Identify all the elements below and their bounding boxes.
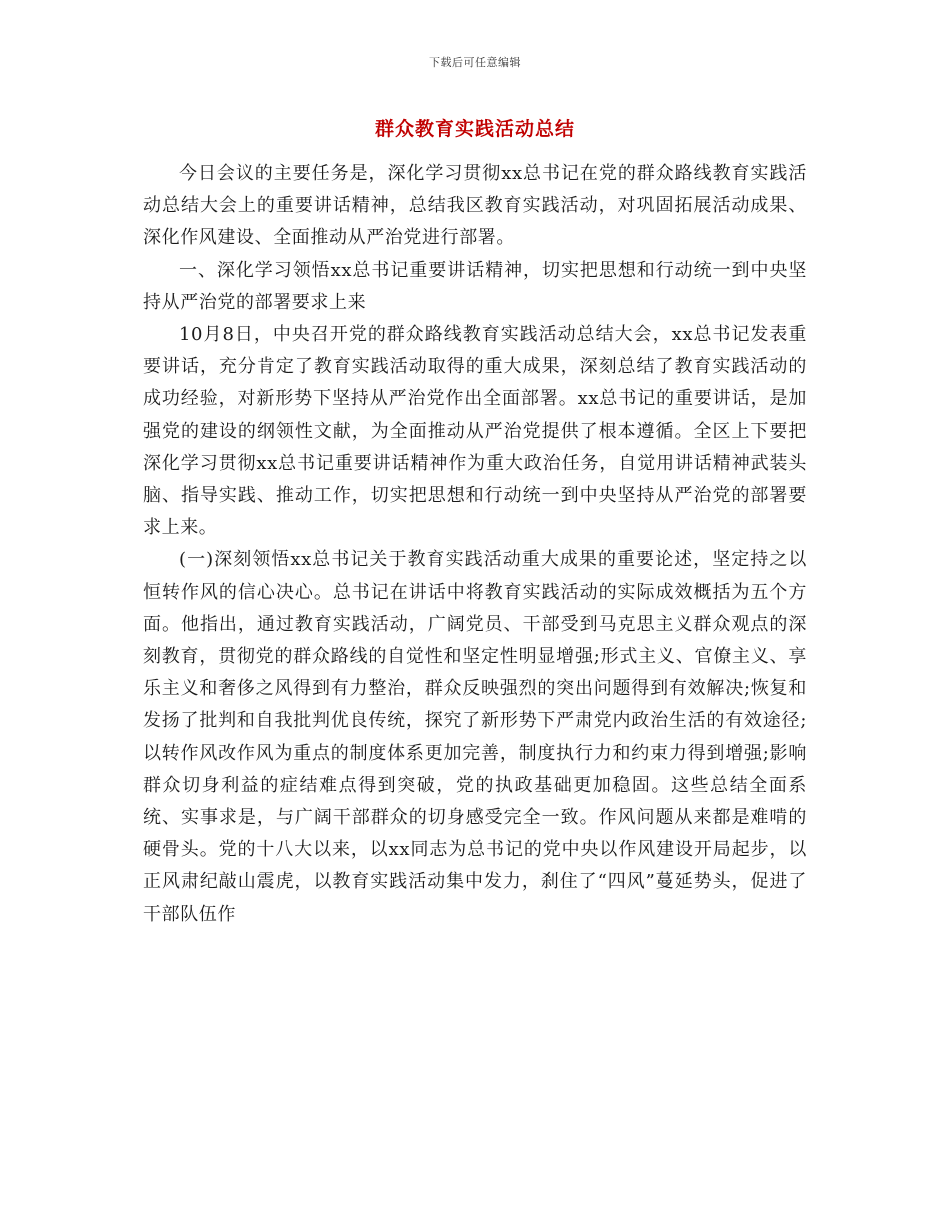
paragraph-section-heading: 一、深化学习领悟xx总书记重要讲话精神，切实把思想和行动统一到中央坚持从严治党的部署要求上来 xyxy=(143,259,807,313)
document-title: 群众教育实践活动总结 xyxy=(374,118,575,140)
paragraph-meeting: 10月8日，中央召开党的群众路线教育实践活动总结大会，xx总书记发表重要讲话，充分肯定了教育实践活动取得的重大成果，深刻总结了教育实践活动的成功经验，对新形势下坚持从严治党作出全面部署。xx总书记的重要讲话，是加强党的建设的纲领性文献，为全面推动从严治党提供了根本遵循。全区上下要把深化学习贯彻xx总书记重要讲话精神作为重大政治任务，自觉用讲话精神武装头脑、指导实践、推动工作，切实把思想和行动统一到中央坚持从严治党的部署要求上来。 xyxy=(143,324,807,539)
paragraph-subsection-one: (一)深刻领悟xx总书记关于教育实践活动重大成果的重要论述，坚定持之以恒转作风的信心决心。总书记在讲话中将教育实践活动的实际成效概括为五个方面。他指出，通过教育实践活动，广阔党员、干部受到马克思主义群众观点的深刻教育，贯彻党的群众路线的自觉性和坚定性明显增强;形式主义、官僚主义、享乐主义和奢侈之风得到有力整治，群众反映强烈的突出问题得到有效解决;恢复和发扬了批判和自我批判优良传统，探究了新形势下严肃党内政治生活的有效途径;以转作风改作风为重点的制度体系更加完善，制度执行力和约束力得到增强;影响群众切身利益的症结难点得到突破，党的执政基础更加稳固。这些总结全面系统、实事求是，与广阔干部群众的切身感受完全一致。作风问题从来都是难啃的硬骨头。党的十八大以来，以xx同志为总书记的党中央以作风建设开局起步，以正风肃纪敲山震虎，以教育实践活动集中发力，刹住了“四风”蔓延势头，促进了干部队伍作 xyxy=(143,549,807,925)
download-note: 下载后可任意编辑 xyxy=(429,56,521,69)
paragraph-intro: 今日会议的主要任务是，深化学习贯彻xx总书记在党的群众路线教育实践活动总结大会上的重要讲话精神，总结我区教育实践活动，对巩固拓展活动成果、深化作风建设、全面推动从严治党进行部署。 xyxy=(143,163,807,249)
document-body xyxy=(143,158,807,931)
